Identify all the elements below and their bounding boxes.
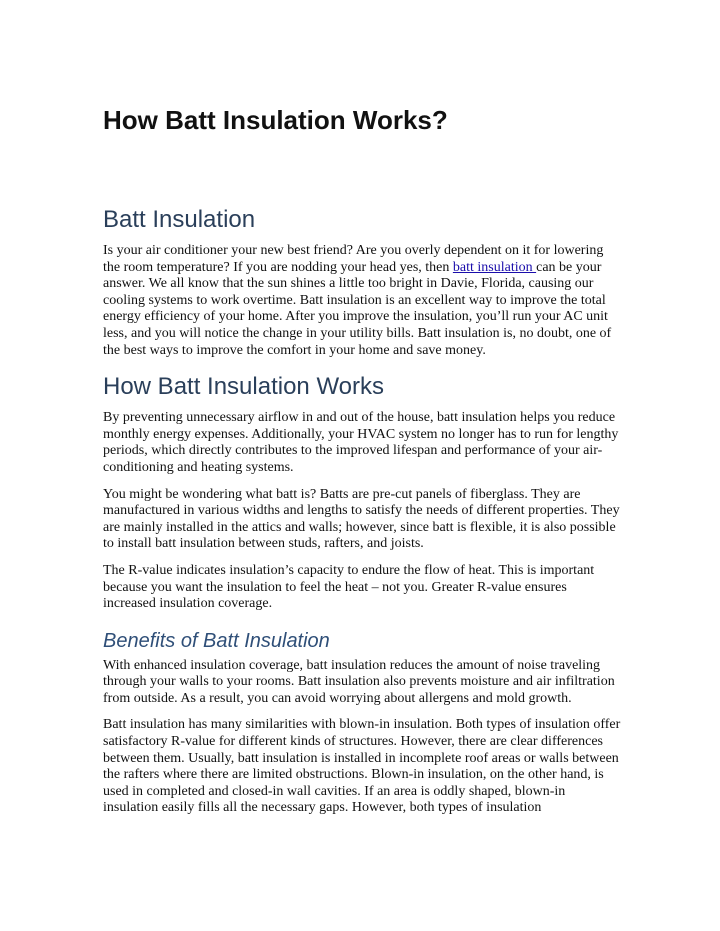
paragraph-how-it-works-1: By preventing unnecessary airflow in and out of the house, batt insulation helps you reduce monthly energy expenses. Additionally, your HVAC system no longer has to run for lengthy periods, which directly contributes to the improved lifespan and performance of your air-conditioning and heating systems. [103, 410, 619, 475]
paragraph-text-after-link: can be your answer. We all know that the sun shines a little too bright in Davie, Florida, causing our cooling systems to work overtime. Batt insulation is an excellent way to improve the total energy efficiency of your home. After you improve the insulation, you’ll run your AC unit less, and you will notice the change in your utility bills. Batt insulation is, no doubt, one of the best ways to improve the comfort in your home and save money. [103, 259, 612, 358]
paragraph-how-it-works-2: You might be wondering what batt is? Batts are pre-cut panels of fiberglass. They are manufactured in various widths and lengths to satisfy the needs of different properties. They are mainly installed in the attics and walls; however, since batt is flexible, it is also possible to install batt insulation between studs, rafters, and joists. [103, 486, 620, 552]
section-heading-benefits: Benefits of Batt Insulation [103, 629, 330, 652]
page-title: How Batt Insulation Works? [103, 105, 448, 135]
document-content [103, 104, 623, 817]
paragraph-how-it-works-3: The R-value indicates insulation’s capacity to endure the flow of heat. This is important because you want the insulation to feel the heat – not you. Greater R-value ensures increased insulation coverage. [103, 562, 595, 612]
paragraph-text-before-link: Is your air conditioner your new best friend? Are you overly dependent on it for lowering the room temperature? If you are nodding your head yes, then [103, 243, 604, 275]
paragraph-benefits-2: Batt insulation has many similarities with blown-in insulation. Both types of insulation offer satisfactory R-value for different kinds of structures. However, there are clear differences between them. Usually, batt insulation is installed in incomplete roof areas or walls between the rafters where there are limited obstructions. Blown-in insulation, on the other hand, is used in completed and closed-in wall cavities. If an area is oddly shaped, blown-in insulation easily fills all the necessary gaps. However, both types of insulation [103, 717, 621, 816]
section-heading-how-it-works: How Batt Insulation Works [103, 373, 385, 401]
paragraph-batt-insulation-intro [103, 243, 623, 359]
batt-insulation-link[interactable]: batt insulation [452, 259, 537, 275]
section-heading-batt-insulation: Batt Insulation [103, 206, 256, 233]
paragraph-benefits-1: With enhanced insulation coverage, batt insulation reduces the amount of noise traveling through your walls to your rooms. Batt insulation also prevents moisture and air infiltration from outside. As a result, you can avoid worrying about allergens and mold growth. [103, 657, 615, 706]
